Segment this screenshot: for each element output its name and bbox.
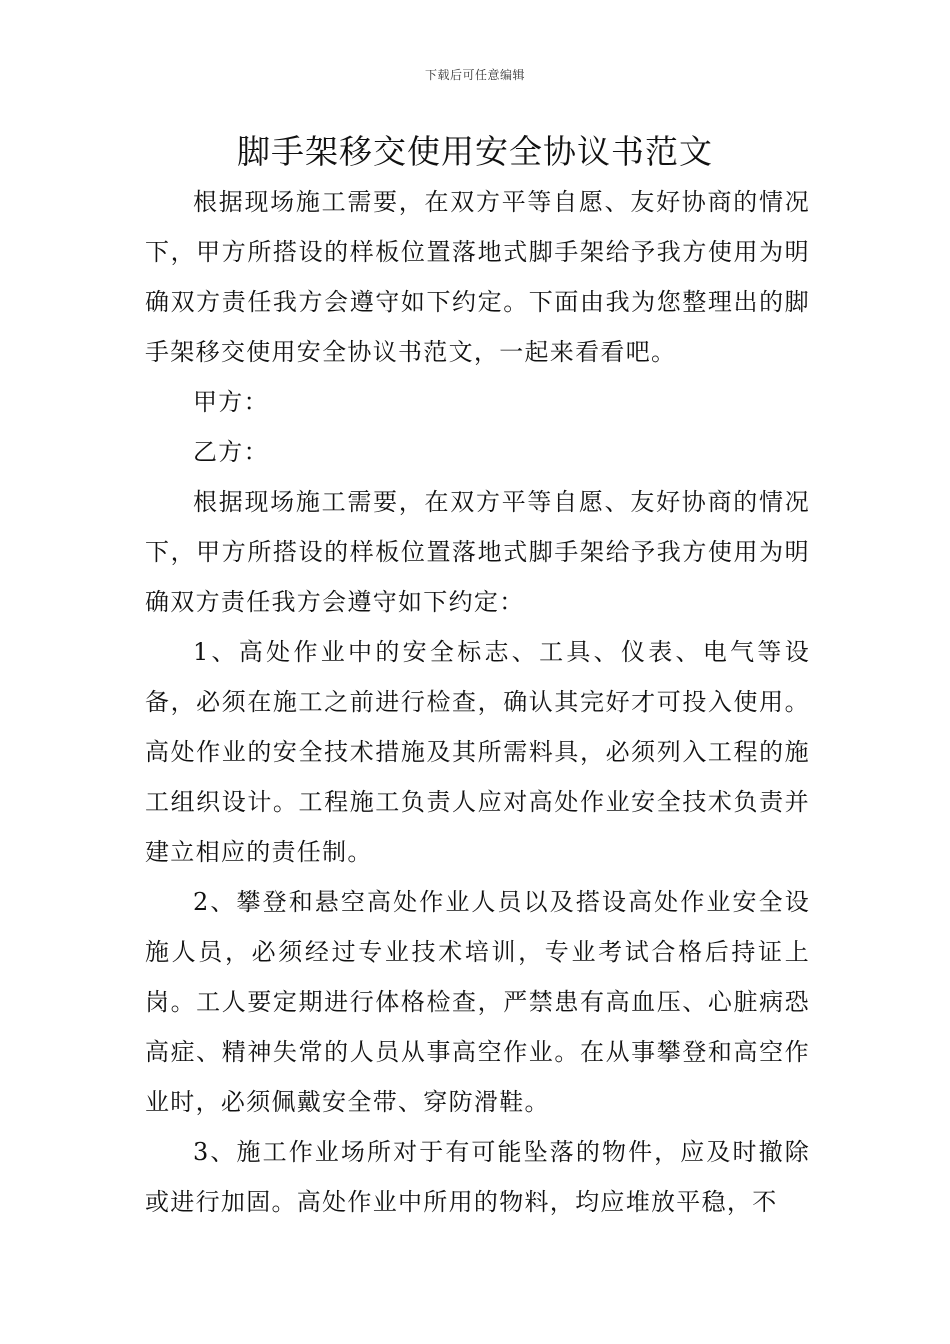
paragraph-intro: 根据现场施工需要，在双方平等自愿、友好协商的情况下，甲方所搭设的样板位置落地式脚手架给予我方使用为明确双方责任我方会遵守如下约定。下面由我为您整理出的脚手架移交使用安全协议书范文，一起来看看吧。 [145,188,810,366]
paragraph-clause-3: 3、施工作业场所对于有可能坠落的物件，应及时撤除或进行加固。高处作业中所用的物料，均应堆放平稳，不 [145,1138,810,1216]
paragraph-clause-1: 1、高处作业中的安全标志、工具、仪表、电气等设备，必须在施工之前进行检查，确认其完好才可投入使用。高处作业的安全技术措施及其所需料具，必须列入工程的施工组织设计。工程施工负责人应对高处作业安全技术负责并建立相应的责任制。 [145,638,810,866]
paragraph-agreement-preamble: 根据现场施工需要，在双方平等自愿、友好协商的情况下，甲方所搭设的样板位置落地式脚手架给予我方使用为明确双方责任我方会遵守如下约定： [145,488,810,616]
header-note: 下载后可任意编辑 [424,68,525,82]
paragraph-clause-2: 2、攀登和悬空高处作业人员以及搭设高处作业安全设施人员，必须经过专业技术培训，专业考试合格后持证上岗。工人要定期进行体格检查，严禁患有高血压、心脏病恐高症、精神失常的人员从事高空作业。在从事攀登和高空作业时，必须佩戴安全带、穿防滑鞋。 [145,888,810,1116]
paragraph-party-a: 甲方： [193,388,269,416]
paragraph-party-b: 乙方： [193,438,269,466]
document-body [145,177,810,1227]
document-title: 脚手架移交使用安全协议书范文 [237,132,713,171]
